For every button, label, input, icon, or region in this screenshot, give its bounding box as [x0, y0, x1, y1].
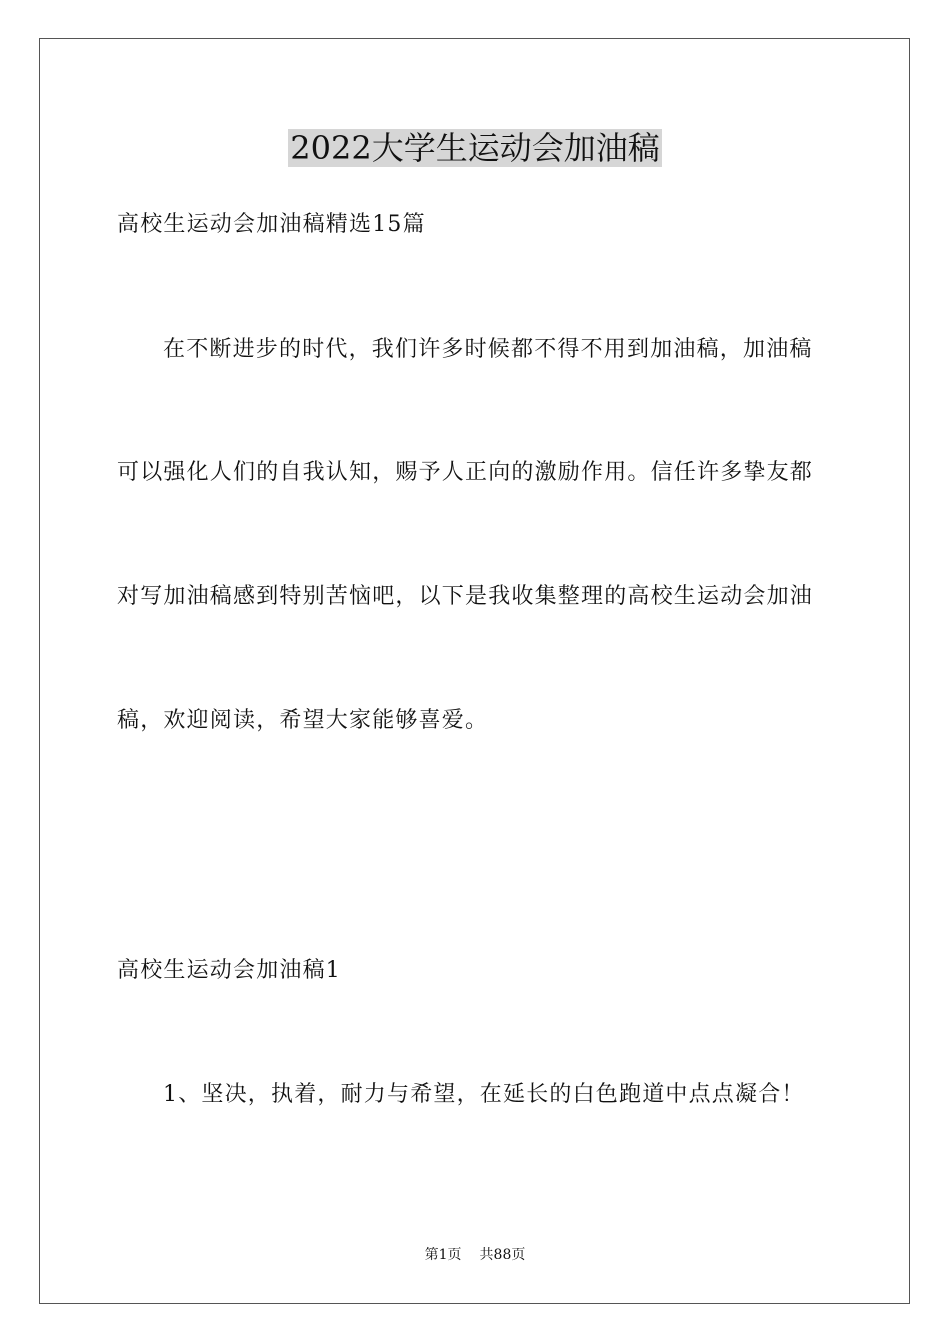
- page-number: 第1页: [424, 1247, 462, 1263]
- intro-line-2: 可以强化人们的自我认知，赐予人正向的激励作用。信任许多挚友都: [117, 460, 814, 485]
- intro-line-4: 稿，欢迎阅读，希望大家能够喜爱。: [117, 708, 489, 733]
- page-total: 共88页: [479, 1247, 526, 1263]
- document-title: [0, 126, 950, 170]
- document-title-text: 2022大学生运动会加油稿: [290, 129, 660, 167]
- list-item: 1、坚决，执着，耐力与希望，在延长的白色跑道中点点凝合！: [163, 1082, 805, 1107]
- intro-line-1: 在不断进步的时代，我们许多时候都不得不用到加油稿，加油稿: [163, 337, 813, 362]
- page-footer: [0, 1245, 950, 1265]
- document-subtitle: 高校生运动会加油稿精选15篇: [117, 212, 426, 237]
- section-heading: 高校生运动会加油稿1: [117, 958, 341, 983]
- intro-line-3: 对写加油稿感到特别苦恼吧，以下是我收集整理的高校生运动会加油: [117, 584, 814, 609]
